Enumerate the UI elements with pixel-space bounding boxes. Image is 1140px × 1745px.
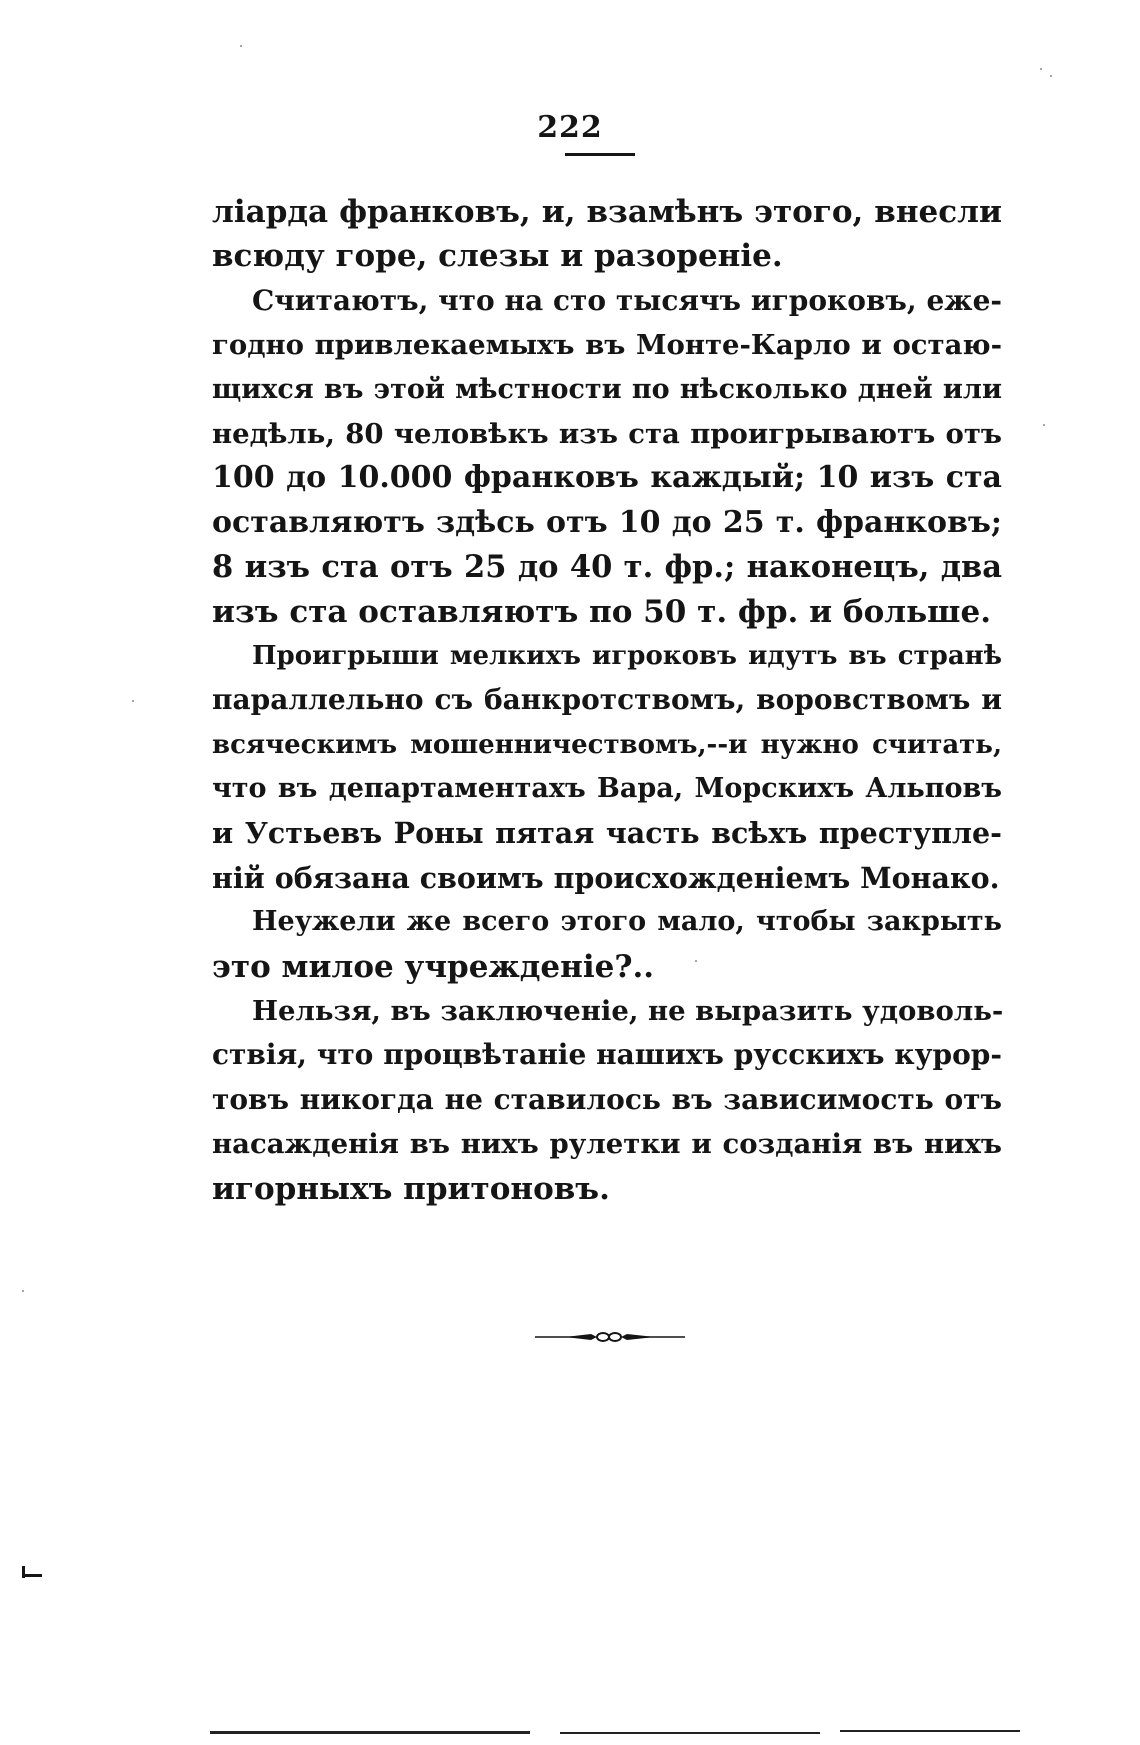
text-line: изъ ста оставляютъ по 50 т. фр. и больше. — [212, 593, 991, 630]
text-line: всюду горе, слезы и разореніе. — [212, 238, 783, 275]
speck — [695, 960, 697, 962]
text-line: 100 до 10.000 франковъ каждый; 10 изъ ста — [212, 460, 1002, 496]
text-line: Проигрыши мелкихъ игроковъ идутъ въ странѣ — [252, 640, 1002, 671]
text-line: это милое учрежденіе?.. — [212, 948, 655, 985]
end-ornament — [535, 1330, 685, 1344]
speck — [1050, 75, 1052, 77]
margin-mark — [22, 1566, 25, 1578]
bottom-rule — [840, 1730, 1020, 1732]
text-line: недѣль, 80 человѣкъ изъ ста проигрываютъ отъ — [212, 417, 1002, 450]
text-line: всяческимъ мошенничествомъ,--и нужно считать, — [212, 729, 1002, 760]
page-number-underline — [565, 153, 635, 156]
text-line: 8 изъ ста отъ 25 до 40 т. фр.; наконецъ, два — [212, 549, 1002, 586]
text-line: параллельно съ банкротствомъ, воровствомъ и — [212, 683, 1002, 717]
text-line: Считаютъ, что на сто тысячъ игроковъ, еже- — [252, 283, 1002, 317]
speck — [240, 45, 242, 47]
text-line: ній обязана своимъ происхожденіемъ Монако. — [212, 860, 1000, 895]
speck — [1043, 424, 1045, 426]
speck — [1040, 68, 1042, 70]
text-line: оставляютъ здѣсь отъ 10 до 25 т. франковъ; — [212, 504, 1002, 540]
text-line: щихся въ этой мѣстности по нѣсколько дней или — [212, 373, 1002, 405]
speck — [132, 700, 134, 702]
margin-mark — [22, 1574, 42, 1577]
body-text — [212, 190, 1002, 1211]
text-line: насажденія въ нихъ рулетки и созданія въ нихъ — [212, 1128, 1002, 1161]
text-line: Неужели же всего этого мало, чтобы закрыть — [252, 906, 1002, 938]
text-line: и Устьевъ Роны пятая часть всѣхъ преступле- — [212, 816, 1002, 851]
speck — [22, 1290, 24, 1292]
text-line: товъ никогда не ставилось въ зависимость отъ — [212, 1082, 1002, 1116]
bottom-rule — [560, 1732, 820, 1734]
bottom-rule — [210, 1731, 530, 1734]
text-line: Нельзя, въ заключеніе, не выразить удоволь- — [252, 995, 1004, 1028]
text-line: годно привлекаемыхъ въ Монте-Карло и остаю- — [212, 329, 1002, 362]
text-line: что въ департаментахъ Вара, Морскихъ Альповъ — [212, 773, 1002, 805]
text-line: игорныхъ притоновъ. — [212, 1170, 610, 1207]
text-line: ліарда франковъ, и, взамѣнъ этого, внесли — [212, 194, 1002, 230]
text-line: ствія, что процвѣтаніе нашихъ русскихъ курор- — [212, 1038, 1002, 1072]
page-number: 222 — [537, 110, 603, 145]
